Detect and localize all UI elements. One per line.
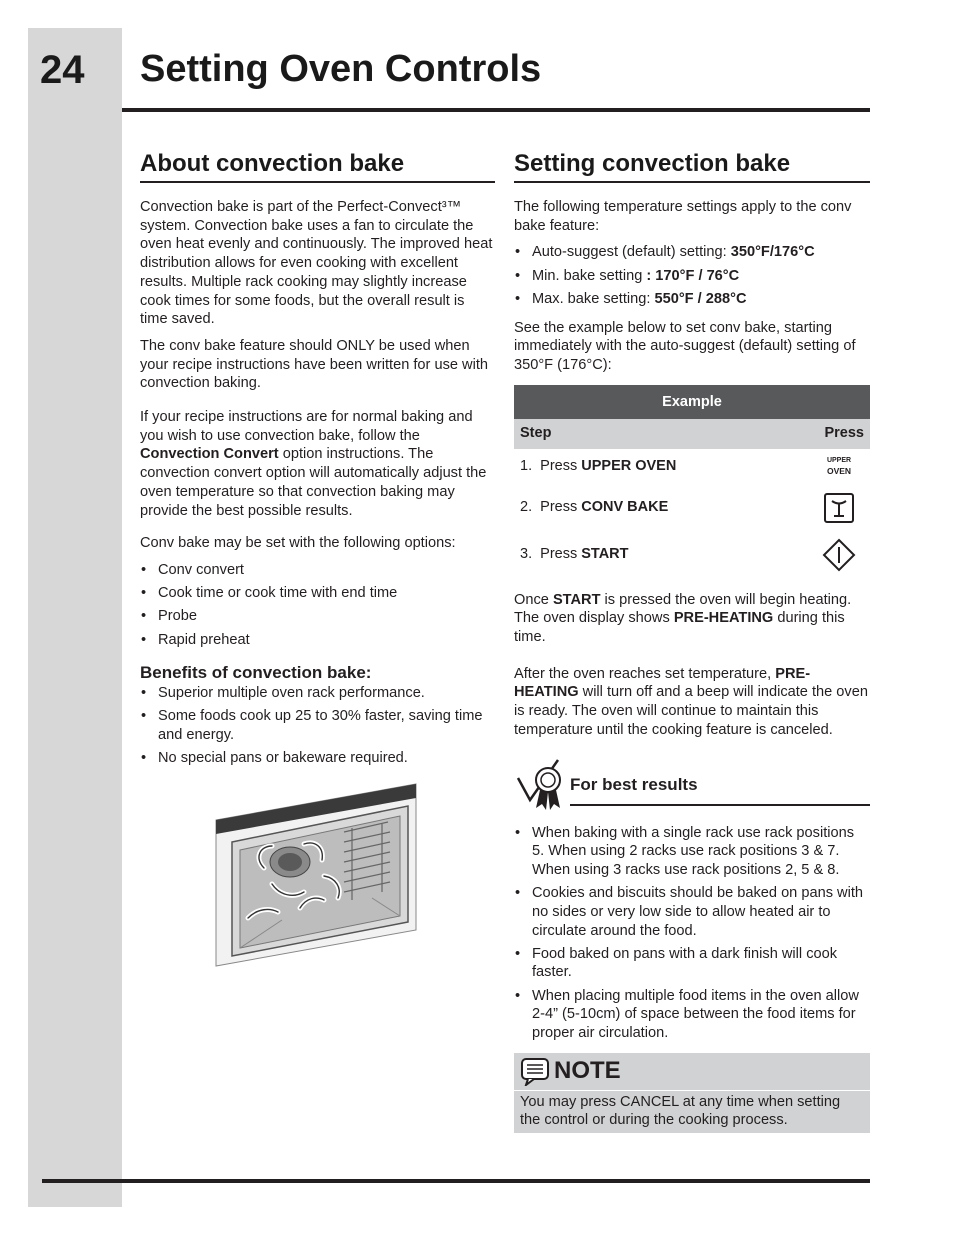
- list-item: • Superior multiple oven rack performance.: [140, 684, 495, 703]
- example-intro: See the example below to set conv bake, starting immediately with the auto-suggest (default) setting of 350°F (176°C):: [514, 319, 856, 373]
- only-use-paragraph: The conv bake feature should ONLY be used when your recipe instructions have been written for use with convection baking.: [140, 337, 488, 392]
- list-item: • Some foods cook up 25 to 30% faster, saving time and energy.: [140, 707, 495, 744]
- conv-bake-key-icon: [814, 492, 864, 524]
- list-item: • Conv convert: [140, 561, 495, 580]
- list-item: • Auto-suggest (default) setting: 350°F/176°C: [514, 243, 870, 262]
- convert-paragraph: If your recipe instructions are for normal baking and you wish to use convection bake, follow the Convection Convert option instructions. The convection convert option will automatically adjust the oven temperature so that convection baking may provide the best possible results.: [140, 409, 487, 519]
- note-label: NOTE: [554, 1056, 621, 1084]
- options-intro: Conv bake may be set with the following options:: [140, 535, 456, 552]
- title-rule: [122, 108, 870, 112]
- options-list: [140, 561, 495, 649]
- once-start-paragraph: Once START is pressed the oven will begin heating. The oven display shows PRE-HEATING during this time.: [514, 591, 852, 646]
- ribbon-check-icon: [514, 756, 566, 810]
- gray-sidebar: [28, 28, 122, 1207]
- right-column: [514, 150, 870, 1133]
- best-results-header: [514, 756, 870, 808]
- convection-convert-term: Convection Convert: [140, 446, 279, 463]
- settings-intro: The following temperature settings apply to the conv bake feature:: [514, 199, 852, 234]
- best-results-rule: [570, 804, 870, 806]
- list-item: • When baking with a single rack use rack positions 5. When using 2 racks use rack positions 3 & 7. When using 3 racks use rack positions 2, 5 & 8.: [514, 824, 870, 880]
- start-key-icon: [814, 538, 864, 572]
- settings-list: [514, 243, 870, 308]
- left-column: [140, 150, 495, 773]
- step-text: 2. Press CONV BAKE: [520, 499, 669, 516]
- step-text: 3. Press START: [520, 546, 629, 563]
- step-text: 1. Press UPPER OVEN: [520, 458, 677, 475]
- intro-paragraph: Convection bake is part of the Perfect-Convect³™ system. Convection bake uses a fan to circulate the oven heat evenly and continuously. The improved heat distribution allows for even cooking with excellent results. Multiple rack cooking may slightly increase cook times for some foods, but the overall result is time saved.: [140, 199, 493, 328]
- example-table: [514, 385, 870, 579]
- step-column-header: Step: [520, 425, 552, 442]
- page-title: Setting Oven Controls: [140, 48, 542, 90]
- list-item: • Cookies and biscuits should be baked on pans with no sides or very low side to allow heated air to circulate around the food.: [514, 884, 870, 940]
- note-pad-icon: [520, 1056, 550, 1086]
- table-row: [514, 485, 870, 531]
- setting-convection-heading: Setting convection bake: [514, 150, 870, 183]
- example-header: Example: [514, 385, 870, 419]
- note-header: [514, 1053, 870, 1091]
- upper-oven-key: UPPER OVEN: [826, 456, 852, 476]
- note-text: You may press CANCEL at any time when setting the control or during the cooking process.: [520, 1093, 841, 1129]
- list-item: • Max. bake setting: 550°F / 288°C: [514, 290, 870, 309]
- press-column-header: Press: [824, 425, 864, 442]
- benefits-heading: Benefits of convection bake:: [140, 663, 372, 683]
- about-convection-heading: About convection bake: [140, 150, 495, 183]
- footer-rule: [42, 1179, 870, 1183]
- best-results-list: [514, 824, 870, 1043]
- example-column-headers: [514, 419, 870, 449]
- table-row: [514, 449, 870, 485]
- note-box: [514, 1053, 870, 1133]
- table-row: [514, 531, 870, 579]
- list-item: • No special pans or bakeware required.: [140, 749, 495, 768]
- after-preheat-paragraph: After the oven reaches set temperature, PRE- HEATING will turn off and a beep will indicate the oven is ready. The oven will continue to maintain this temperature until the cooking feature is canceled.: [514, 665, 868, 738]
- list-item: • Min. bake setting : 170°F / 76°C: [514, 267, 870, 286]
- list-item: • Probe: [140, 607, 495, 626]
- best-results-title: For best results: [570, 774, 698, 794]
- page-number: 24: [40, 48, 85, 92]
- list-item: • Food baked on pans with a dark finish will cook faster.: [514, 945, 870, 982]
- list-item: • When placing multiple food items in the oven allow 2-4” (5-10cm) of space between the food items for proper air circulation.: [514, 987, 870, 1043]
- benefits-list: [140, 684, 495, 768]
- list-item: • Rapid preheat: [140, 631, 495, 650]
- list-item: • Cook time or cook time with end time: [140, 584, 495, 603]
- convection-oven-airflow-illustration: [212, 780, 422, 970]
